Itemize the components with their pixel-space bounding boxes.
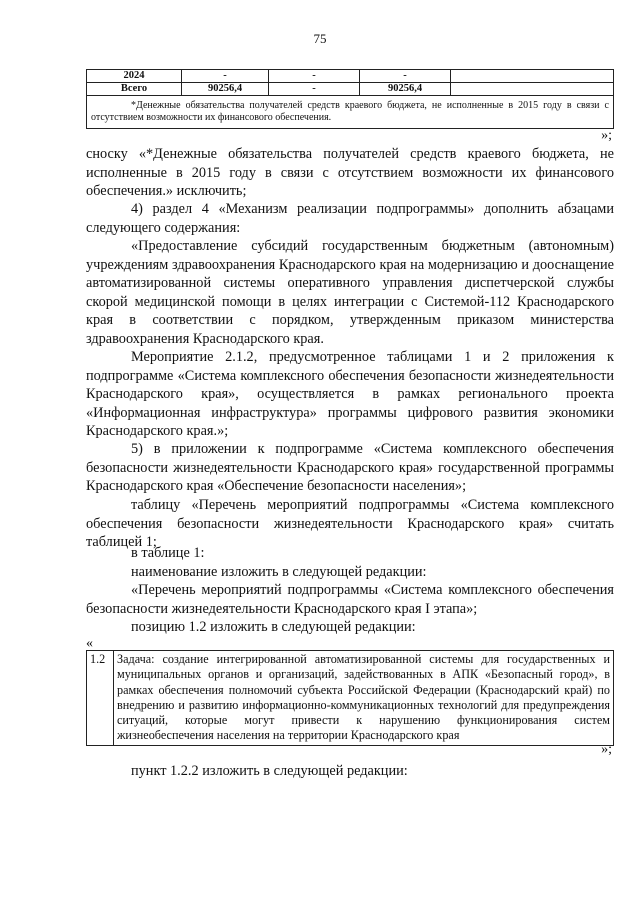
paragraph: наименование изложить в следующей редакции: [131, 564, 427, 580]
paragraph: 5) в приложении к подпрограмме «Система комплексного обеспечения безопасности жизнедеятельности Краснодарского края» государственной программы Краснодарского края «Обеспечение безопасности населения»; [86, 441, 614, 495]
table-cell: 2024 [87, 70, 182, 83]
position-text: Задача: создание интегрированной автоматизированной системы для государственных и муниципальных органов и организаций, задействованных в АПК «Безопасный город», в рамках обеспечения полномочий субъекта Российской Федерации (Краснодарский край) по внедрению и развитию информационно-коммуникационных технологий для предупреждения ситуаций, которые могут привести к нарушению функционирования систем жизнеобеспечения населения на территории Краснодарского края [114, 651, 614, 746]
table-cell [451, 70, 614, 83]
paragraph: 4) раздел 4 «Механизм реализации подпрограммы» дополнить абзацами следующего содержания: [86, 201, 614, 236]
footnote-cell: *Денежные обязательства получателей средств краевого бюджета, не исполненные в 2015 году в связи с отсутствием возможности их финансового обеспечения. [87, 96, 614, 129]
paragraph: пункт 1.2.2 изложить в следующей редакции: [131, 763, 408, 779]
table-cell: - [269, 70, 360, 83]
paragraph: Мероприятие 2.1.2, предусмотренное таблицами 1 и 2 приложения к подпрограмме «Система комплексного обеспечения безопасности жизнедеятельности Краснодарского края», осуществляется в рамках регионального проекта «Информационная инфраструктура» программы цифрового развития экономики Краснодарского края.»; [86, 349, 614, 440]
paragraph: «Предоставление субсидий государственным бюджетным (автономным) учреждениям здравоохранения Краснодарского края на модернизацию и дооснащение автоматизированной системы оперативного управления диспетчерской службы скорой медицинской помощи в целях интеграции с Системой-112 Краснодарского края в соответствии с порядком, утвержденным приказом министерства здравоохранения Краснодарского края. [86, 238, 614, 347]
position-table [86, 650, 614, 746]
table-cell: 90256,4 [182, 83, 269, 96]
closing-quote-mark: »; [601, 742, 612, 757]
table-cell: 90256,4 [360, 83, 451, 96]
table-row [87, 96, 614, 129]
table-cell: - [360, 70, 451, 83]
funding-table [86, 69, 614, 129]
paragraph: «Перечень мероприятий подпрограммы «Система комплексного обеспечения безопасности жизнедеятельности Краснодарского края I этапа»; [86, 582, 614, 617]
table-row [87, 83, 614, 96]
table-cell: Всего [87, 83, 182, 96]
table-row [87, 70, 614, 83]
paragraph: сноску «*Денежные обязательства получателей средств краевого бюджета, не исполненные в 2015 году в связи с отсутствием возможности их финансового обеспечения.» исключить; [86, 146, 614, 200]
paragraph: позицию 1.2 изложить в следующей редакции: [131, 619, 416, 635]
closing-quote-mark: »; [601, 128, 612, 143]
paragraph: в таблице 1: [131, 545, 205, 561]
table-row [87, 651, 614, 746]
table-cell: - [182, 70, 269, 83]
paragraph: таблицу «Перечень мероприятий подпрограммы «Система комплексного обеспечения безопасности жизнедеятельности Краснодарского края» считать таблицей 1; [86, 497, 614, 551]
position-number: 1.2 [87, 651, 114, 746]
table-cell [451, 83, 614, 96]
opening-quote-mark: « [86, 636, 93, 651]
table-cell: - [269, 83, 360, 96]
page-number: 75 [313, 31, 327, 46]
